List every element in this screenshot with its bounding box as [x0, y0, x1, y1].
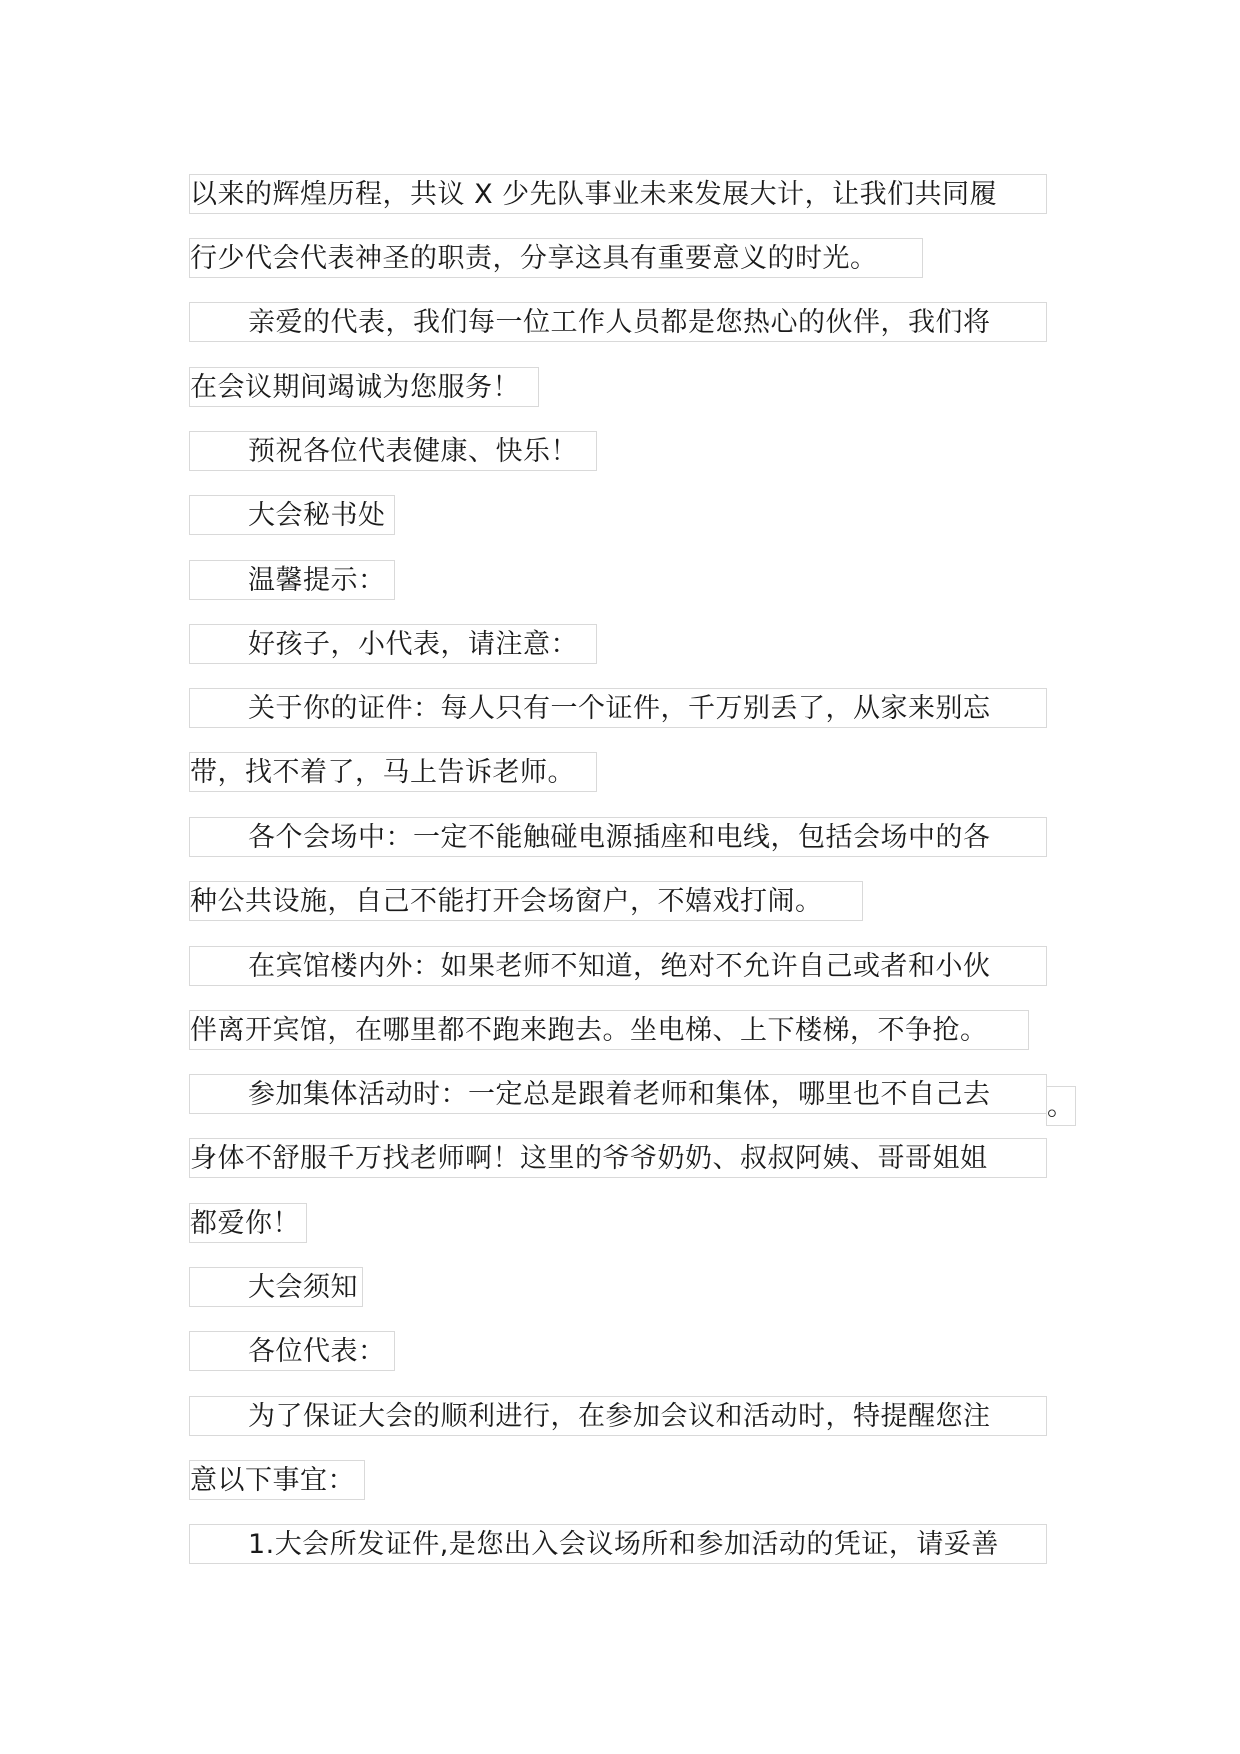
text-line: 以来的辉煌历程，共议 X 少先队事业未来发展大计，让我们共同履 [189, 174, 1047, 214]
text-line: 预祝各位代表健康、快乐！ [189, 431, 597, 471]
text-line: 好孩子，小代表，请注意： [189, 624, 597, 664]
text-line: 关于你的证件：每人只有一个证件，千万别丢了，从家来别忘 [189, 688, 1047, 728]
text-line: 大会须知 [189, 1267, 363, 1307]
text-line: 在会议期间竭诚为您服务！ [189, 367, 539, 407]
text-line: 种公共设施，自己不能打开会场窗户，不嬉戏打闹。 [189, 881, 863, 921]
text-line: 大会秘书处 [189, 495, 395, 535]
text-line: 行少代会代表神圣的职责，分享这具有重要意义的时光。 [189, 238, 923, 278]
text-line: 亲爱的代表，我们每一位工作人员都是您热心的伙伴，我们将 [189, 302, 1047, 342]
text-line: 温馨提示： [189, 560, 395, 600]
text-line: 都爱你！ [189, 1203, 307, 1243]
text-line: 在宾馆楼内外：如果老师不知道，绝对不允许自己或者和小伙 [189, 946, 1047, 986]
text-line: 各个会场中：一定不能触碰电源插座和电线，包括会场中的各 [189, 817, 1047, 857]
text-line: 带，找不着了，马上告诉老师。 [189, 752, 597, 792]
trailing-punctuation: 。 [1046, 1086, 1076, 1126]
text-line: 为了保证大会的顺利进行，在参加会议和活动时，特提醒您注 [189, 1396, 1047, 1436]
text-line: 意以下事宜： [189, 1460, 365, 1500]
text-line: 各位代表： [189, 1331, 395, 1371]
text-line: 参加集体活动时：一定总是跟着老师和集体，哪里也不自己去 [189, 1074, 1047, 1114]
text-line: 1.大会所发证件,是您出入会议场所和参加活动的凭证，请妥善 [189, 1524, 1047, 1564]
text-line: 身体不舒服千万找老师啊！这里的爷爷奶奶、叔叔阿姨、哥哥姐姐 [189, 1138, 1047, 1178]
text-line: 伴离开宾馆，在哪里都不跑来跑去。坐电梯、上下楼梯，不争抢。 [189, 1010, 1029, 1050]
